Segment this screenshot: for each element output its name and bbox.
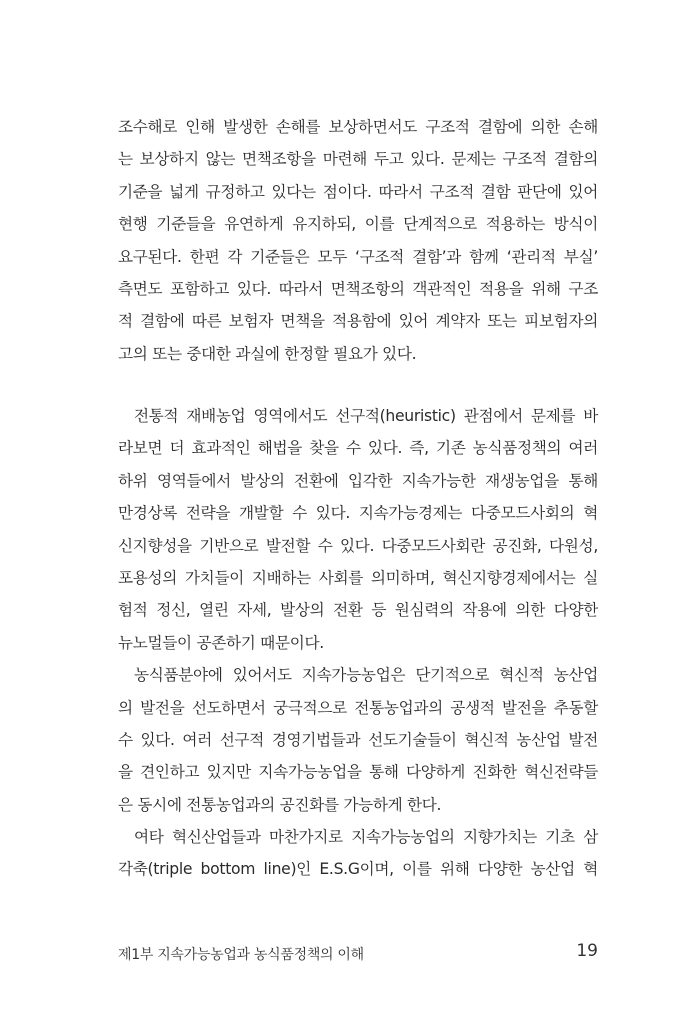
text-line: 요구된다. 한편 각 기준들은 모두 ‘구조적 결함’과 함께 ‘관리적 부실’ [118,247,598,266]
text-line: 신지향성을 기반으로 발전할 수 있다. 다중모드사회란 공진화, 다원성, [118,536,598,555]
text-line: 조수해로 인해 발생한 손해를 보상하면서도 구조적 결함에 의한 손해 [118,118,598,136]
text-line: 적 결함에 따른 보험자 면책을 적용함에 있어 계약자 또는 피보험자의 [118,312,598,331]
text-line: 측면도 포함하고 있다. 따라서 면책조항의 객관적인 적용을 위해 구조 [118,279,598,298]
text-line: 각축(triple bottom line)인 E.S.G이며, 이를 위해 다양한 농산업 혁 [118,860,598,879]
text-line: 은 동시에 전통농업과의 공진화를 가능하게 한다. [118,795,442,814]
text-line: 만경상록 전략을 개발할 수 있다. 지속가능경제는 다중모드사회의 혁 [118,504,598,523]
page-number: 19 [576,941,598,961]
text-line: 라보면 더 효과적인 해법을 찾을 수 있다. 즉, 기존 농식품정책의 여러 [118,439,598,458]
text-line: 하위 영역들에서 발상의 전환에 입각한 지속가능한 재생농업을 통해 [118,471,598,490]
text-line: 현행 기준들을 유연하게 유지하되, 이를 단계적으로 적용하는 방식이 [118,215,598,234]
text-line: 여타 혁신산업들과 마찬가지로 지속가능농업의 지향가치는 기초 삼 [134,828,598,847]
paragraph-group [118,400,598,886]
text-line: 뉴노멀들이 공존하기 때문이다. [118,633,324,652]
text-line: 전통적 재배농업 영역에서도 선구적(heuristic) 관점에서 문제를 바 [134,407,598,425]
text-line: 험적 정신, 열린 자세, 발상의 전환 등 원심력의 작용에 의한 다양한 [118,601,598,620]
running-footer-title: 제1부 지속가능농업과 농식품정책의 이해 [118,947,364,963]
text-line: 수 있다. 여러 선구적 경영기법들과 선도기술들이 혁신적 농산업 발전 [118,730,598,749]
text-line: 포용성의 가치들이 지배하는 사회를 의미하며, 혁신지향경제에서는 실 [118,568,598,587]
text-line: 고의 또는 중대한 과실에 한정할 필요가 있다. [118,344,417,363]
text-line: 기준을 넓게 규정하고 있다는 점이다. 따라서 구조적 결함 판단에 있어 [118,182,598,201]
text-line: 을 견인하고 있지만 지속가능농업을 통해 다양하게 진화한 혁신전략들 [118,763,598,782]
text-line: 는 보상하지 않는 면책조항을 마련해 두고 있다. 문제는 구조적 결함의 [118,150,598,169]
text-line: 의 발전을 선도하면서 궁극적으로 전통농업과의 공생적 발전을 추동할 [118,698,598,717]
paragraph-continued [118,111,598,370]
text-line: 농식품분야에 있어서도 지속가능농업은 단기적으로 혁신적 농산업 [134,666,598,685]
